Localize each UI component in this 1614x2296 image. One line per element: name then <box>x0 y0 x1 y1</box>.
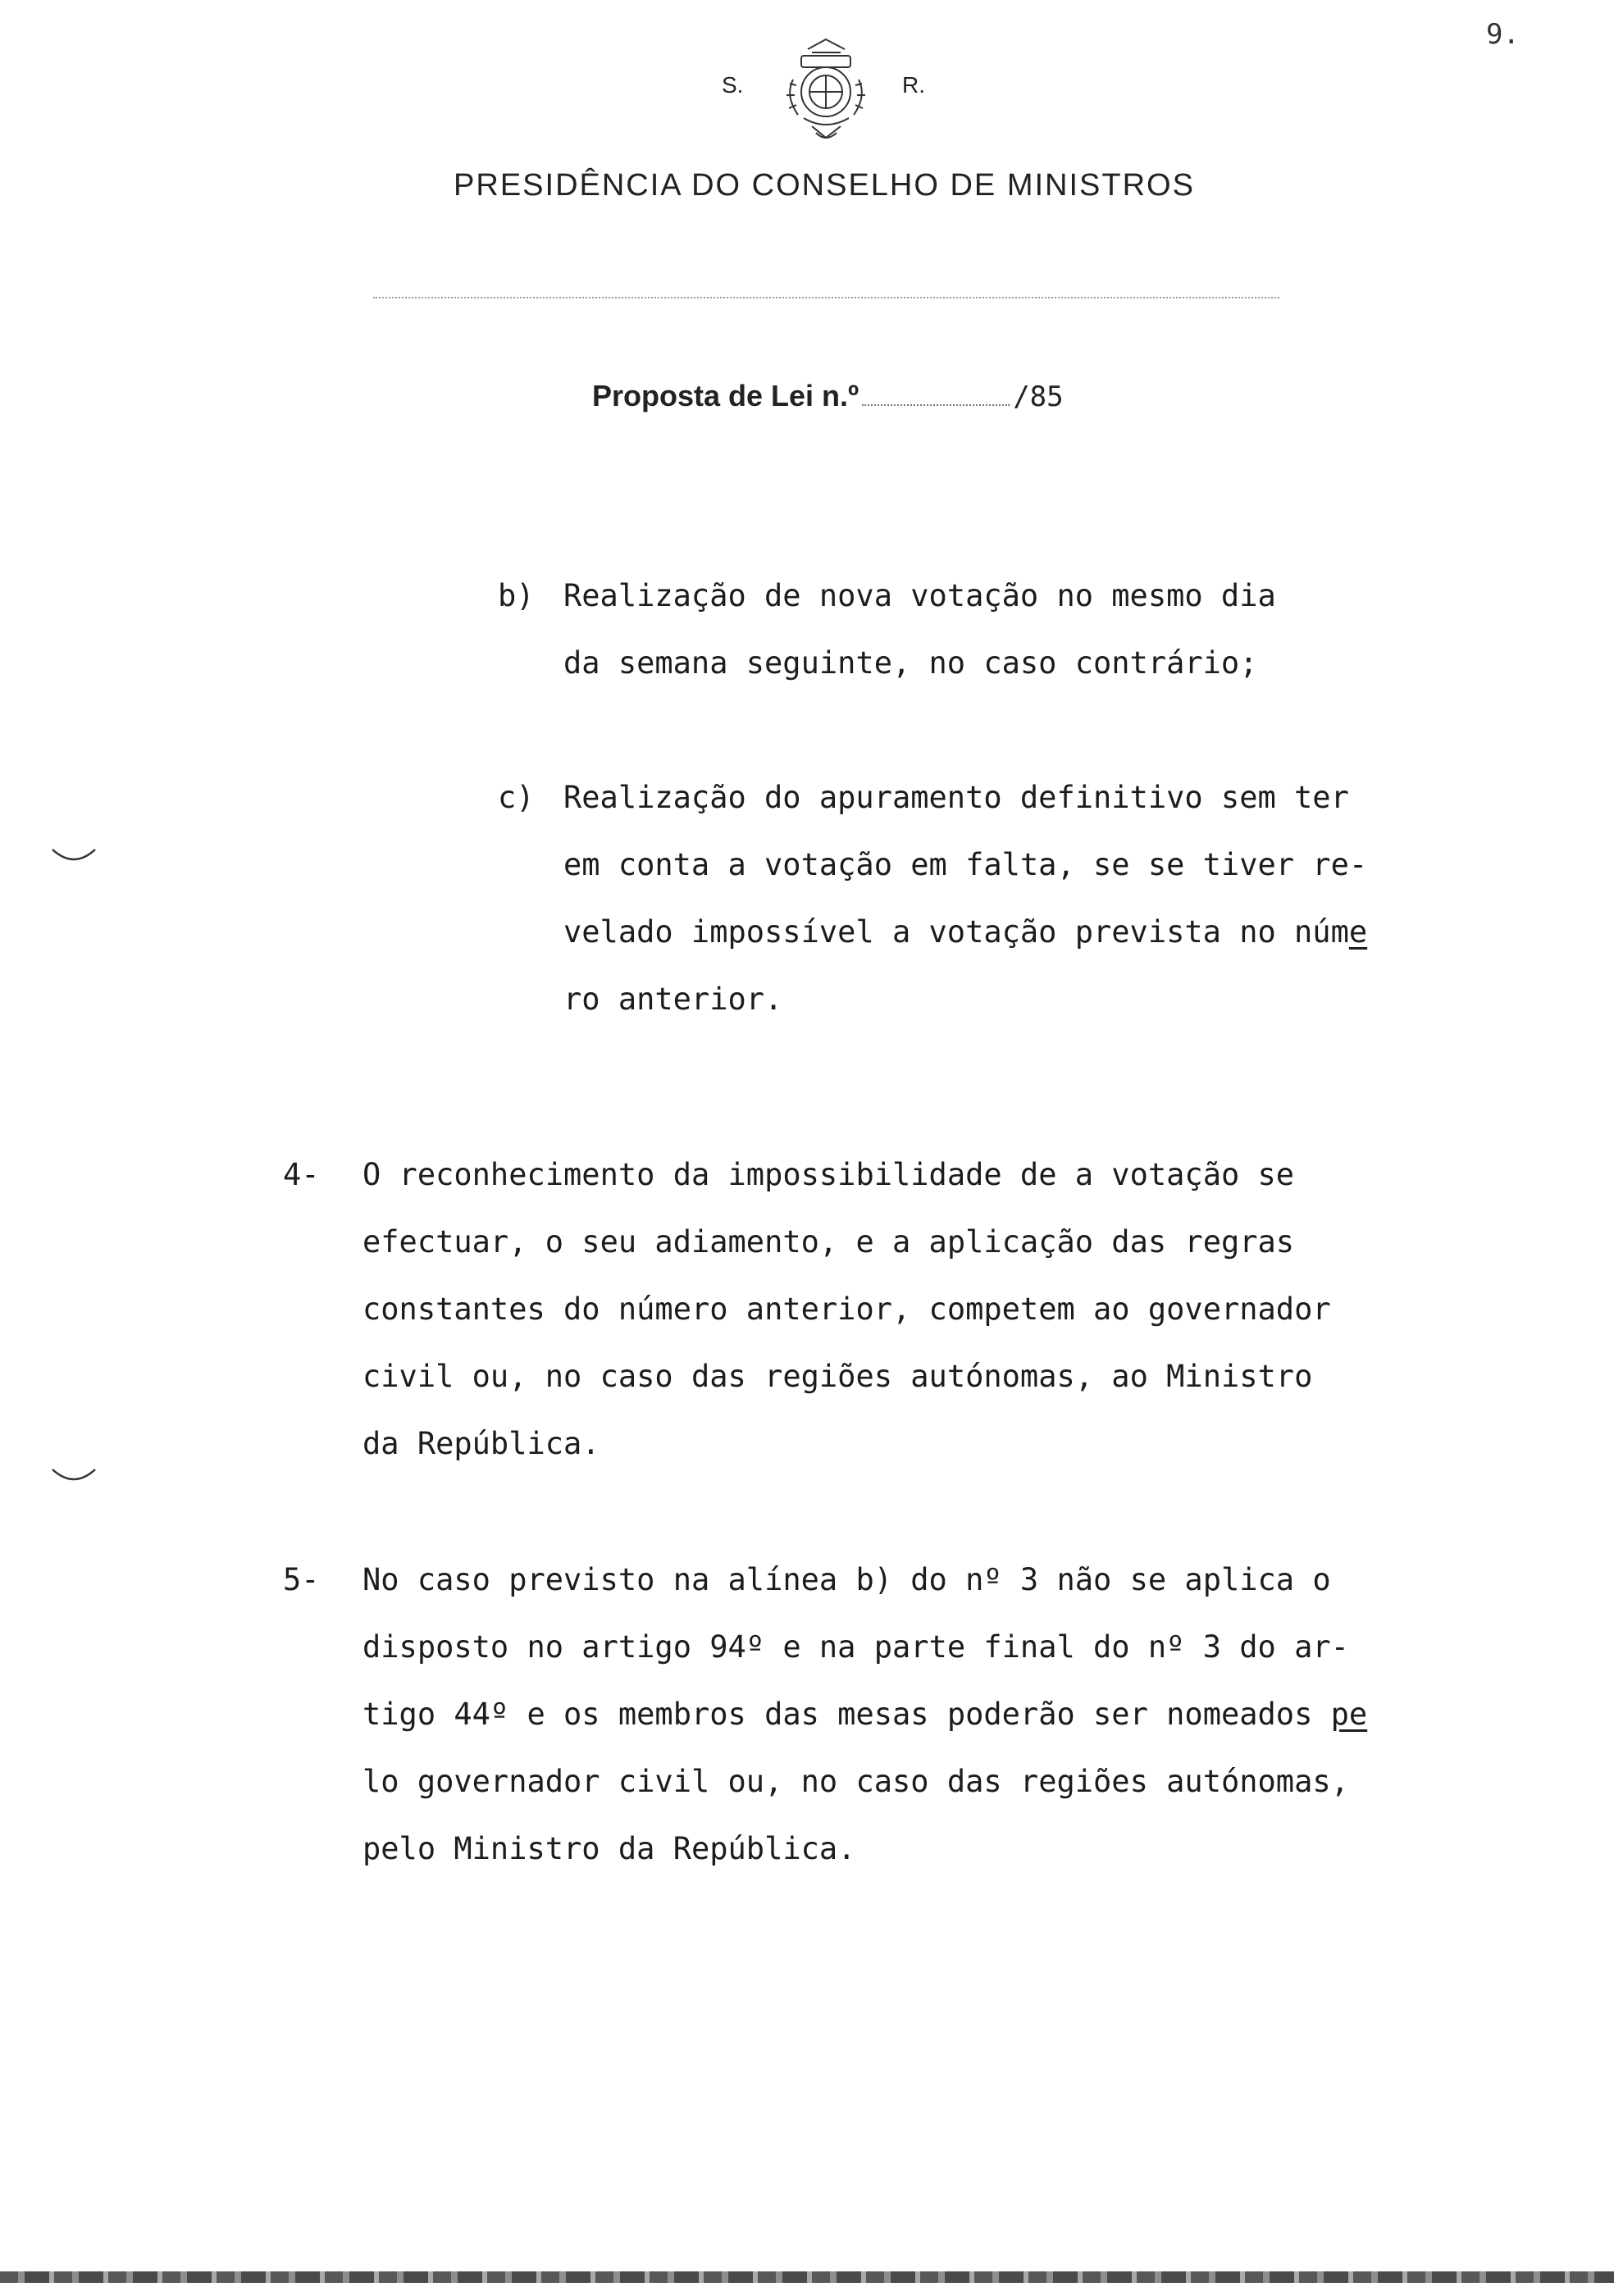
text-line: No caso previsto na alínea b) do nº 3 não se aplica o <box>362 1562 1331 1597</box>
header-right-mark: R. <box>902 72 925 98</box>
text-line: O reconhecimento da impossibilidade de a votação se <box>362 1157 1295 1192</box>
proposal-number-blank <box>862 404 1010 406</box>
proposal-number-line <box>592 379 1064 413</box>
hyphenation-mark: e <box>1348 914 1368 950</box>
item-marker: 5- <box>283 1562 320 1597</box>
document-header-title: PRESIDÊNCIA DO CONSELHO DE MINISTROS <box>454 168 1195 203</box>
margin-tick-mark <box>49 845 98 869</box>
text-line: civil ou, no caso das regiões autónomas, ao Ministro <box>362 1359 1313 1394</box>
text-line: ro anterior. <box>563 982 783 1017</box>
header-left-mark: S. <box>722 72 744 98</box>
item-body <box>563 563 1276 697</box>
text-line: da semana seguinte, no caso contrário; <box>563 645 1258 681</box>
item-marker: b) <box>498 578 535 613</box>
text-line: da República. <box>362 1426 600 1461</box>
item-marker: 4- <box>283 1157 320 1192</box>
header-dotted-rule <box>373 297 1279 298</box>
coat-of-arms-icon <box>775 34 878 145</box>
text-line: lo governador civil ou, no caso das regiões autónomas, <box>362 1764 1349 1799</box>
text-segment: tigo 44º e os membros das mesas poderão ser nomeados <box>362 1697 1331 1732</box>
scan-bottom-edge <box>0 2271 1614 2283</box>
text-line: pelo Ministro da República. <box>362 1831 856 1866</box>
text-line: Realização do apuramento definitivo sem ter <box>563 780 1349 815</box>
text-line <box>563 899 1367 966</box>
text-line <box>362 1681 1367 1748</box>
item-body <box>362 1141 1331 1478</box>
proposal-label: Proposta de Lei n.º <box>592 379 859 412</box>
text-line: constantes do número anterior, competem ao governador <box>362 1292 1331 1327</box>
item-marker: c) <box>498 780 535 815</box>
item-body <box>362 1547 1367 1883</box>
text-segment: velado impossível a votação prevista no núm <box>563 914 1349 950</box>
item-body <box>563 764 1367 1033</box>
proposal-year: /85 <box>1013 380 1064 413</box>
hyphenation-mark: pe <box>1330 1697 1368 1732</box>
text-line: Realização de nova votação no mesmo dia <box>563 578 1276 613</box>
text-line: disposto no artigo 94º e na parte final do nº 3 do ar- <box>362 1629 1349 1665</box>
text-line: em conta a votação em falta, se se tiver re- <box>563 847 1368 882</box>
text-line: efectuar, o seu adiamento, e a aplicação das regras <box>362 1224 1295 1260</box>
margin-tick-mark <box>49 1465 98 1489</box>
page-number: 9. <box>1486 18 1520 51</box>
